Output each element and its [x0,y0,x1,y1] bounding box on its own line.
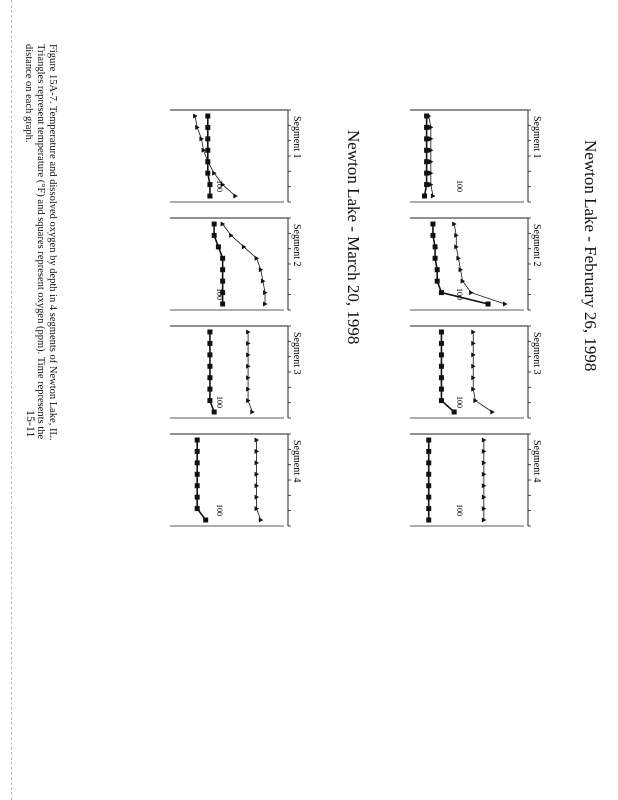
oxygen-point [205,148,210,153]
oxygen-point [220,267,225,272]
oxygen-point [424,136,429,141]
panel-value-label: 100 [455,504,464,516]
oxygen-point [424,148,429,153]
scan-edge-line [11,0,12,800]
oxygen-point [430,233,435,238]
oxygen-point [422,194,427,199]
oxygen-point [205,125,210,130]
oxygen-point [452,410,457,415]
panel-value-label: 100 [455,180,464,192]
oxygen-point [433,256,438,261]
oxygen-point [424,125,429,130]
oxygen-point [430,222,435,227]
oxygen-point [439,330,444,335]
oxygen-point [424,114,429,119]
panel-value-label: 100 [215,180,224,192]
oxygen-point [195,506,200,511]
oxygen-point [205,171,210,176]
oxygen-point [426,518,431,523]
panel-value-label: 100 [455,396,464,408]
oxygen-point [205,159,210,164]
temperature-point [461,279,466,284]
panel-title: Segment 4 [291,440,302,483]
oxygen-point [207,375,212,380]
oxygen-point [212,222,217,227]
chart-panel-1 [410,110,542,202]
panel-title: Segment 2 [291,224,302,267]
oxygen-point [207,387,212,392]
temperature-point [221,222,226,227]
oxygen-point [207,398,212,403]
oxygen-point [424,182,429,187]
oxygen-point [203,518,208,523]
oxygen-point [195,460,200,465]
temperature-point [503,302,508,307]
oxygen-point [486,302,491,307]
panel-value-label: 100 [215,288,224,300]
temperature-point [469,290,474,295]
oxygen-point [205,136,210,141]
oxygen-point [424,159,429,164]
oxygen-point [195,495,200,500]
oxygen-point [207,182,212,187]
chart-panel-4 [410,434,542,526]
oxygen-point [426,506,431,511]
title-february: Newton Lake - February 26, 1998 [581,140,600,372]
oxygen-point [433,244,438,249]
oxygen-point [216,244,221,249]
oxygen-point [207,364,212,369]
chart-panel-5 [170,110,302,202]
oxygen-point [439,364,444,369]
oxygen-point [439,387,444,392]
oxygen-point [207,330,212,335]
panel-value-label: 100 [215,504,224,516]
panel-title: Segment 3 [531,332,542,375]
oxygen-point [435,279,440,284]
oxygen-point [220,279,225,284]
oxygen-point [424,171,429,176]
oxygen-point [426,472,431,477]
title-march: Newton Lake - March 20, 1998 [344,130,363,345]
oxygen-point [212,410,217,415]
temperature-point [250,410,255,415]
temperature-point [233,194,238,199]
panel-title: Segment 4 [531,440,542,483]
panel-title: Segment 1 [291,116,302,159]
oxygen-point [195,472,200,477]
chart-panel-8 [170,434,302,526]
temperature-point [490,410,495,415]
temperature-line [223,224,265,304]
oxygen-point [426,460,431,465]
oxygen-point [212,233,217,238]
oxygen-point [439,352,444,357]
oxygen-point [426,483,431,488]
panel-title: Segment 3 [291,332,302,375]
oxygen-point [220,256,225,261]
panel-title: Segment 2 [531,224,542,267]
oxygen-point [205,114,210,119]
oxygen-point [207,194,212,199]
oxygen-point [426,438,431,443]
oxygen-point [195,449,200,454]
oxygen-point [426,495,431,500]
chart-panel-6 [170,218,302,310]
figure-caption: Figure 15A-7. Temperature and dissolved oxygen by depth in 4 segments of Newton Lake, IL. Triangles represent temperature (°F) and squares represent oxygen (ppm). Time represents the distance on each graph. [23,44,58,441]
panel-title: Segment 1 [531,116,542,159]
chart-panel-7 [170,326,302,418]
oxygen-point [195,438,200,443]
oxygen-point [439,398,444,403]
oxygen-point [426,449,431,454]
temperature-point [431,194,436,199]
oxygen-point [195,483,200,488]
oxygen-point [435,267,440,272]
panel-value-label: 100 [215,396,224,408]
oxygen-point [439,341,444,346]
page-number: 15-11 [24,410,38,438]
chart-panel-2 [410,218,542,310]
chart-panel-3 [410,326,542,418]
temperature-point [259,518,264,523]
oxygen-point [220,302,225,307]
oxygen-point [207,341,212,346]
temperature-point [473,398,478,403]
temperature-point [212,171,217,176]
panel-value-label: 100 [455,288,464,300]
oxygen-point [207,352,212,357]
oxygen-point [439,375,444,380]
oxygen-point [439,290,444,295]
